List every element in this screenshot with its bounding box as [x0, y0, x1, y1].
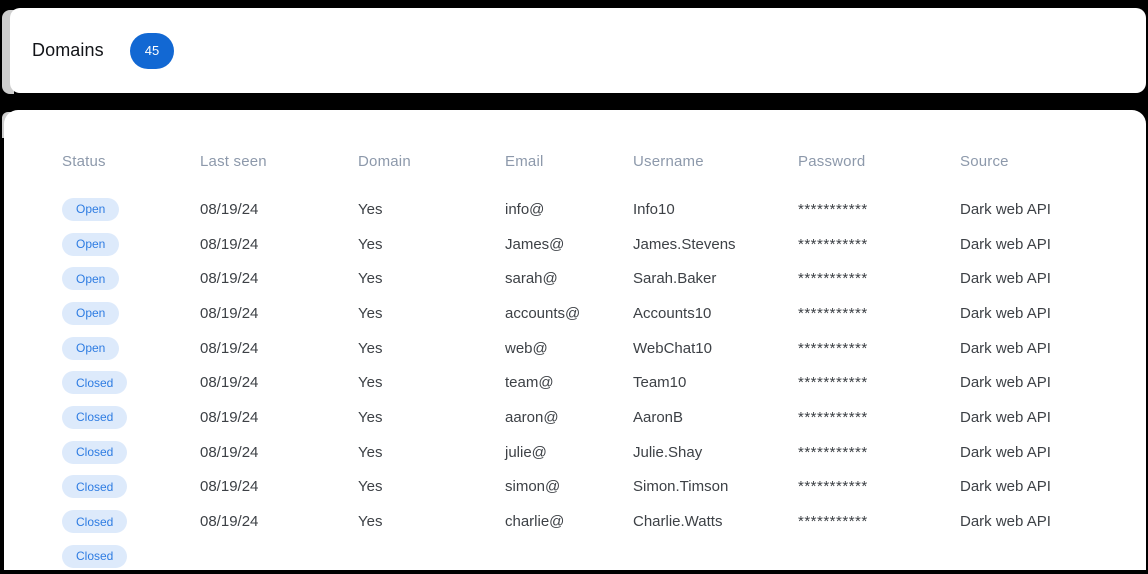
status-cell: [62, 302, 200, 325]
column-header-status: Status: [62, 152, 106, 170]
table-body: [62, 192, 1126, 574]
table-row[interactable]: [62, 539, 1126, 574]
email-cell: sarah@: [505, 270, 558, 288]
table-header-row: [62, 146, 1126, 176]
header-card: [10, 8, 1146, 93]
domain-cell: Yes: [358, 235, 383, 253]
password-cell: ***********: [798, 374, 868, 392]
source-cell: Dark web API: [960, 374, 1051, 392]
last-seen-cell: 08/19/24: [200, 374, 259, 392]
domain-cell: Yes: [358, 443, 383, 461]
column-header-domain: Domain: [358, 152, 411, 170]
status-cell: [62, 406, 200, 429]
domain-cell: Yes: [358, 339, 383, 357]
source-cell: Dark web API: [960, 200, 1051, 218]
status-badge: Open: [62, 233, 119, 256]
username-cell: Simon.Timson: [633, 478, 729, 496]
password-cell: ***********: [798, 408, 868, 426]
last-seen-cell: 08/19/24: [200, 270, 259, 288]
email-cell: team@: [505, 374, 554, 392]
email-cell: info@: [505, 200, 545, 218]
column-header-source: Source: [960, 152, 1009, 170]
last-seen-cell: 08/19/24: [200, 513, 259, 531]
status-cell: [62, 267, 200, 290]
username-cell: Julie.Shay: [633, 443, 703, 461]
password-cell: ***********: [798, 513, 868, 531]
username-cell: Sarah.Baker: [633, 270, 717, 288]
password-cell: ***********: [798, 443, 868, 461]
last-seen-cell: 08/19/24: [200, 339, 259, 357]
source-cell: Dark web API: [960, 304, 1051, 322]
last-seen-cell: 08/19/24: [200, 200, 259, 218]
email-cell: web@: [505, 339, 548, 357]
email-cell: accounts@: [505, 304, 581, 322]
username-cell: Accounts10: [633, 304, 712, 322]
email-cell: simon@: [505, 478, 561, 496]
table-row[interactable]: [62, 261, 1126, 296]
status-badge: Closed: [62, 371, 127, 394]
table-row[interactable]: [62, 435, 1126, 470]
domains-count-badge: 45: [130, 33, 174, 69]
breaches-table-card: [4, 110, 1146, 570]
status-badge: Open: [62, 198, 119, 221]
status-cell: [62, 337, 200, 360]
column-header-username: Username: [633, 152, 704, 170]
password-cell: ***********: [798, 339, 868, 357]
status-badge: Closed: [62, 510, 127, 533]
status-badge: Open: [62, 302, 119, 325]
email-cell: James@: [505, 235, 565, 253]
table-row[interactable]: [62, 504, 1126, 539]
table-row[interactable]: [62, 192, 1126, 227]
status-cell: [62, 510, 200, 533]
email-cell: julie@: [505, 443, 547, 461]
username-cell: James.Stevens: [633, 235, 736, 253]
email-cell: aaron@: [505, 408, 559, 426]
status-cell: [62, 371, 200, 394]
password-cell: ***********: [798, 270, 868, 288]
domain-cell: Yes: [358, 374, 383, 392]
column-header-email: Email: [505, 152, 544, 170]
source-cell: Dark web API: [960, 513, 1051, 531]
status-cell: [62, 441, 200, 464]
table-row[interactable]: [62, 227, 1126, 262]
domain-cell: Yes: [358, 513, 383, 531]
password-cell: ***********: [798, 200, 868, 218]
source-cell: Dark web API: [960, 339, 1051, 357]
source-cell: Dark web API: [960, 270, 1051, 288]
username-cell: Charlie.Watts: [633, 513, 723, 531]
username-cell: Info10: [633, 200, 675, 218]
status-cell: [62, 198, 200, 221]
status-badge: Closed: [62, 545, 127, 568]
source-cell: Dark web API: [960, 408, 1051, 426]
status-badge: Closed: [62, 475, 127, 498]
domain-cell: Yes: [358, 304, 383, 322]
table-row[interactable]: [62, 331, 1126, 366]
username-cell: WebChat10: [633, 339, 712, 357]
source-cell: Dark web API: [960, 478, 1051, 496]
column-header-last-seen: Last seen: [200, 152, 267, 170]
last-seen-cell: 08/19/24: [200, 408, 259, 426]
status-badge: Closed: [62, 441, 127, 464]
table-row[interactable]: [62, 296, 1126, 331]
last-seen-cell: 08/19/24: [200, 235, 259, 253]
status-cell: [62, 475, 200, 498]
domain-cell: Yes: [358, 478, 383, 496]
table-row[interactable]: [62, 400, 1126, 435]
domain-cell: Yes: [358, 408, 383, 426]
column-header-password: Password: [798, 152, 866, 170]
domain-cell: Yes: [358, 200, 383, 218]
source-cell: Dark web API: [960, 235, 1051, 253]
username-cell: AaronB: [633, 408, 684, 426]
password-cell: ***********: [798, 304, 868, 322]
status-badge: Open: [62, 267, 119, 290]
last-seen-cell: 08/19/24: [200, 304, 259, 322]
password-cell: ***********: [798, 478, 868, 496]
source-cell: Dark web API: [960, 443, 1051, 461]
table-row[interactable]: [62, 365, 1126, 400]
username-cell: Team10: [633, 374, 687, 392]
domain-cell: Yes: [358, 270, 383, 288]
password-cell: ***********: [798, 235, 868, 253]
page-title: Domains: [32, 40, 104, 60]
last-seen-cell: 08/19/24: [200, 443, 259, 461]
last-seen-cell: 08/19/24: [200, 478, 259, 496]
status-badge: Closed: [62, 406, 127, 429]
email-cell: charlie@: [505, 513, 565, 531]
table-row[interactable]: [62, 470, 1126, 505]
status-cell: [62, 545, 200, 568]
status-badge: Open: [62, 337, 119, 360]
status-cell: [62, 233, 200, 256]
